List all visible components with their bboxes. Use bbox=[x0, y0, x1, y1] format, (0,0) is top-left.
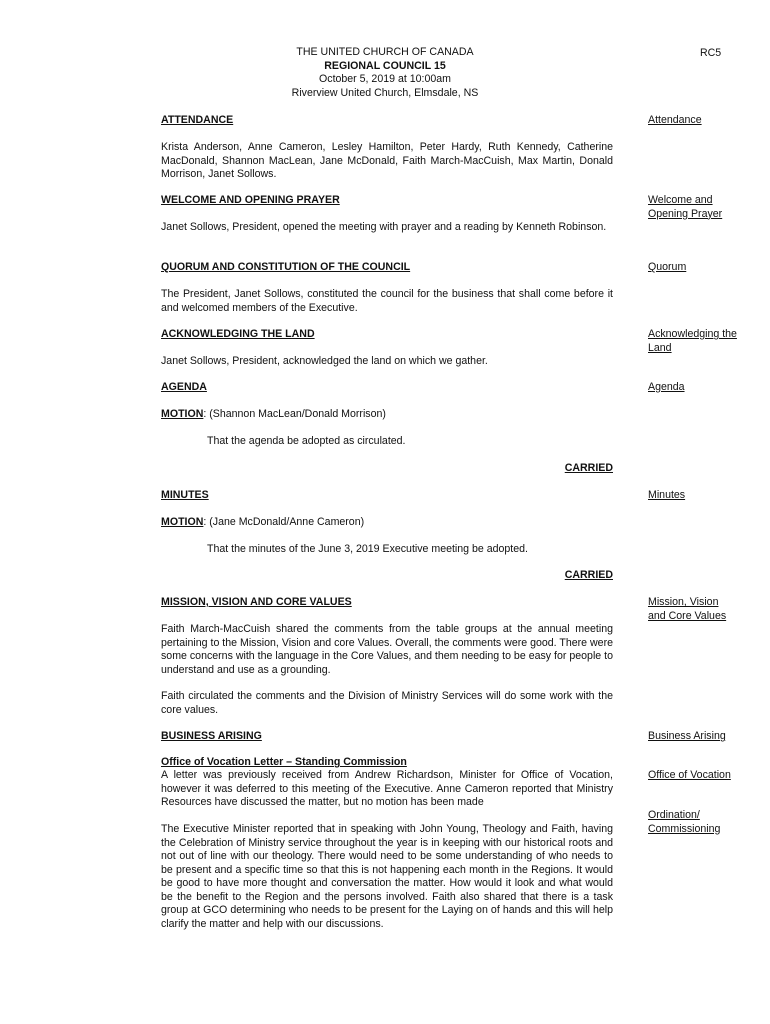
welcome-heading: WELCOME AND OPENING PRAYER bbox=[161, 194, 340, 206]
mission-text-1: Faith March-MacCuish shared the comments from the table groups at the annual meeting pertaining to the Mission, Vision and core Values. Overall, the comments were good. There were some concerns with the language in the Core Values, and them needing to be easy for people to understand and use as a grounding. bbox=[161, 623, 613, 676]
motion-label: MOTION bbox=[161, 408, 204, 420]
land-heading: ACKNOWLEDGING THE LAND bbox=[161, 328, 315, 340]
document-code: RC5 bbox=[700, 47, 722, 59]
minutes-carried: CARRIED bbox=[564, 569, 613, 581]
minutes-motion bbox=[161, 516, 613, 528]
land-text: Janet Sollows, President, acknowledged the land on which we gather. bbox=[161, 355, 488, 367]
agenda-motion-text: That the agenda be adopted as circulated. bbox=[207, 435, 406, 447]
quorum-margin-note: Quorum bbox=[648, 261, 687, 273]
minutes-motion-text: That the minutes of the June 3, 2019 Executive meeting be adopted. bbox=[207, 543, 528, 555]
mission-margin-note: Mission, Vision and Core Values bbox=[648, 596, 727, 622]
agenda-carried: CARRIED bbox=[564, 462, 613, 474]
agenda-motion bbox=[161, 408, 613, 420]
attendance-margin-note: Attendance bbox=[648, 114, 702, 126]
minutes-margin-note: Minutes bbox=[648, 489, 686, 501]
org-name: THE UNITED CHURCH OF CANADA bbox=[296, 46, 474, 58]
attendance-heading: ATTENDANCE bbox=[161, 114, 234, 126]
vocation-margin-note: Office of Vocation bbox=[648, 769, 731, 781]
agenda-margin-note: Agenda bbox=[648, 381, 685, 393]
minutes-heading: MINUTES bbox=[161, 489, 209, 501]
motion-label: MOTION bbox=[161, 516, 204, 528]
quorum-heading: QUORUM AND CONSTITUTION OF THE COUNCIL bbox=[161, 261, 411, 273]
council-name: REGIONAL COUNCIL 15 bbox=[324, 59, 446, 72]
business-subheading: Office of Vocation Letter – Standing Commission bbox=[161, 756, 407, 768]
land-margin-note: Acknowledging the Land bbox=[648, 328, 737, 354]
business-text-1: A letter was previously received from Andrew Richardson, Minister for Office of Vocation, however it was deferred to this meeting of the Executive. Anne Cameron reported that Ministry Resources have discussed the matter, but no motion has been made bbox=[161, 769, 613, 808]
mission-text-2: Faith circulated the comments and the Division of Ministry Services will do some work with the core values. bbox=[161, 690, 613, 716]
business-heading: BUSINESS ARISING bbox=[161, 730, 262, 742]
quorum-text: The President, Janet Sollows, constituted the council for the business that shall come before it and welcomed members of the Executive. bbox=[161, 288, 613, 314]
motion-movers: : (Jane McDonald/Anne Cameron) bbox=[203, 516, 365, 528]
meeting-location: Riverview United Church, Elmsdale, NS bbox=[291, 87, 479, 99]
motion-movers: : (Shannon MacLean/Donald Morrison) bbox=[203, 408, 386, 420]
agenda-heading: AGENDA bbox=[161, 381, 207, 393]
meeting-date: October 5, 2019 at 10:00am bbox=[319, 73, 451, 85]
business-text-2: The Executive Minister reported that in speaking with John Young, Theology and Faith, having the Celebration of Ministry service throughout the year is in keeping with our historical roots and not out of line with our theology. There would need to be some understanding of who needs to be present and a specific time so that this is not happening each month in the Regions. It would be good to have more thought and conversation the matter. How would it look and what would be the benefit to the Region and the persons involved. Faith also shared that there is a task group at GCO determining who needs to be present for the Laying on of hands and this will help clarify the matter and help with our discussions. bbox=[161, 823, 613, 930]
attendance-text: Krista Anderson, Anne Cameron, Lesley Hamilton, Peter Hardy, Ruth Kennedy, Catherine MacDonald, Shannon MacLean, Jane McDonald, Faith March-MacCuish, Max Martin, Donald Morrison, Janet Sollows. bbox=[161, 141, 613, 180]
welcome-text: Janet Sollows, President, opened the meeting with prayer and a reading by Kenneth Robinson. bbox=[161, 221, 607, 233]
ordination-margin-note: Ordination/ Commissioning bbox=[648, 809, 721, 835]
mission-heading: MISSION, VISION AND CORE VALUES bbox=[161, 596, 352, 608]
welcome-margin-note: Welcome and Opening Prayer bbox=[648, 194, 723, 220]
business-margin-note: Business Arising bbox=[648, 730, 726, 742]
